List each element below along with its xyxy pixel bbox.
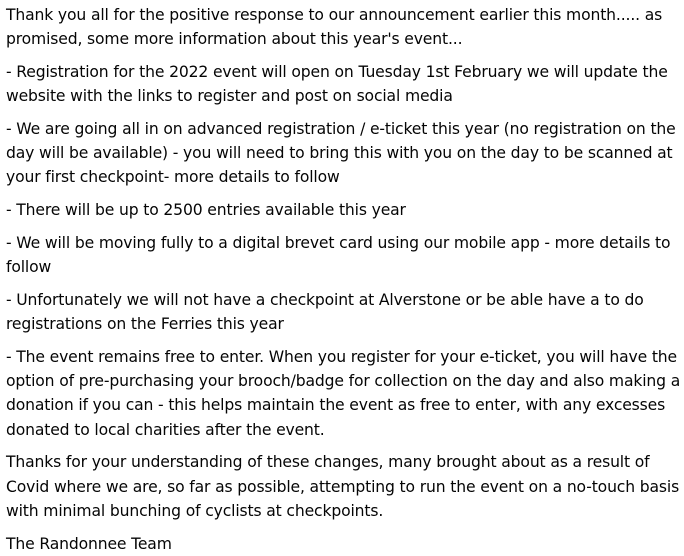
intro-paragraph: Thank you all for the positive response to our announcement earlier this month..... as promised, some more information about this year's event... [6,6,663,49]
post-body [6,3,682,556]
e-ticket-paragraph: - We are going all in on advanced registration / e-ticket this year (no registration on the day will be available) - you will need to bring this with you on the day to be scanned at your first checkpoint- more details to follow [6,120,676,187]
checkpoint-paragraph: - Unfortunately we will not have a checkpoint at Alverstone or be able have a to do registrations on the Ferries this year [6,291,644,334]
free-entry-paragraph: - The event remains free to enter. When you register for your e-ticket, you will have the option of pre-purchasing your brooch/badge for collection on the day and also making a donation if you can - this helps maintain the event as free to enter, with any excesses donated to local charities after the event. [6,348,681,439]
thanks-paragraph: Thanks for your understanding of these changes, many brought about as a result of Covid where we are, so far as possible, attempting to run the event on a no-touch basis with minimal bunching of cyclists at checkpoints. [6,453,680,520]
signature-paragraph: The Randonnee Team [6,534,172,553]
entries-paragraph: - There will be up to 2500 entries available this year [6,201,406,220]
registration-date-paragraph: - Registration for the 2022 event will open on Tuesday 1st February we will update the website with the links to register and post on social media [6,63,668,106]
brevet-card-paragraph: - We will be moving fully to a digital brevet card using our mobile app - more details to follow [6,234,671,277]
